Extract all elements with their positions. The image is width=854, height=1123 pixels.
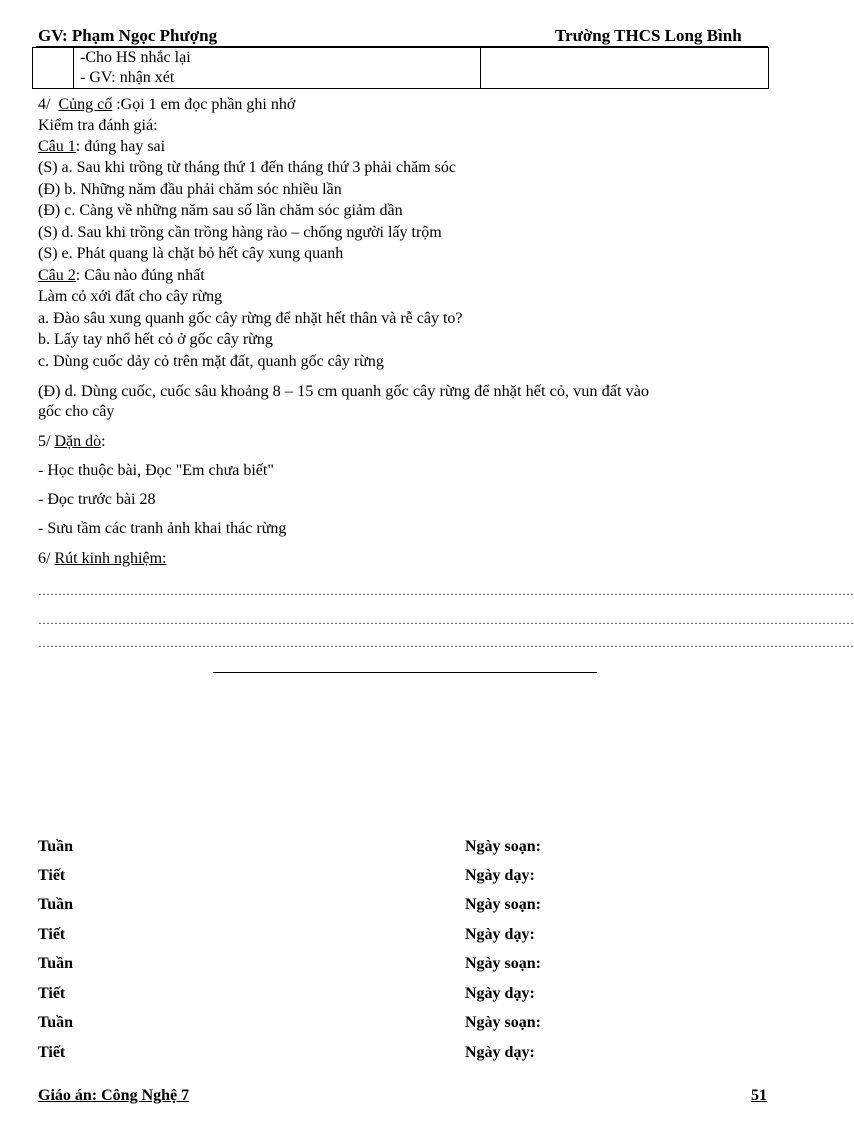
teach-date-label: Ngày dạy: xyxy=(465,1044,535,1061)
footer-title: Giáo án: Công Nghệ 7 xyxy=(38,1087,190,1104)
section-6 xyxy=(38,549,166,569)
table-text: -Cho HS nhắc lại xyxy=(80,49,191,66)
list-item: - Sưu tầm các tranh ảnh khai thác rừng xyxy=(38,520,287,537)
list-item: b. Lấy tay nhổ hết cỏ ở gốc cây rừng xyxy=(38,331,273,348)
list-item: c. Dùng cuốc dảy cỏ trên mặt đất, quanh gốc cây rừng xyxy=(38,353,384,370)
prep-date-label: Ngày soạn: xyxy=(465,1014,542,1031)
teach-date-label: Ngày dạy: xyxy=(465,926,535,943)
teach-date-label: Ngày dạy: xyxy=(465,867,535,884)
page-number: 51 xyxy=(751,1087,767,1104)
table-cell-empty xyxy=(481,48,769,89)
school-name: Trường THCS Long Bình xyxy=(555,26,742,45)
period-label: Tiết xyxy=(38,926,66,943)
table-cell xyxy=(74,68,481,89)
question-2 xyxy=(38,266,205,286)
section-number: 6/ xyxy=(38,550,55,567)
teacher-name: GV: Phạm Ngọc Phượng xyxy=(38,26,218,45)
prep-date-label: Ngày soạn: xyxy=(465,955,542,972)
list-item: - Học thuộc bài, Đọc "Em chưa biết" xyxy=(38,462,274,479)
period-label: Tiết xyxy=(38,1044,66,1061)
dotted-line: …………………………………………………………………………………………………………………………………………………………………………………… xyxy=(38,636,854,650)
section-heading: Rút kinh nghiệm: xyxy=(54,550,167,567)
section-5 xyxy=(38,432,106,452)
table-cell-empty xyxy=(33,48,74,89)
answer-line: (Đ) d. Dùng cuốc, cuốc sâu khoảng 8 – 15 cm quanh gốc cây rừng để nhặt hết cỏ, vun đất vào xyxy=(38,381,650,400)
week-label: Tuần xyxy=(38,896,73,913)
answer-line: gốc cho cây xyxy=(38,403,115,420)
question-1 xyxy=(38,137,165,157)
section-4 xyxy=(38,95,295,115)
list-item: a. Đào sâu xung quanh gốc cây rừng để nhặt hết thân và rễ cây to? xyxy=(38,310,463,327)
list-item: (Đ) c. Càng về những năm sau số lần chăm sóc giảm dần xyxy=(38,202,403,219)
table-cell xyxy=(74,48,481,69)
table-row xyxy=(33,48,769,69)
section-heading: Củng cố xyxy=(58,96,113,113)
week-label: Tuần xyxy=(38,1014,73,1031)
dotted-line: …………………………………………………………………………………………………………………………………………………………………………………… xyxy=(38,584,854,598)
prep-date-label: Ngày soạn: xyxy=(465,896,542,913)
question-label: Câu 2 xyxy=(38,267,76,284)
section-number: 4/ xyxy=(38,96,51,113)
teach-date-label: Ngày dạy: xyxy=(465,985,535,1002)
section-colon: : xyxy=(101,433,106,450)
week-label: Tuần xyxy=(38,838,73,855)
section-separator xyxy=(213,672,597,673)
question-stem: Làm cỏ xới đất cho cây rừng xyxy=(38,288,223,305)
dotted-line: …………………………………………………………………………………………………………………………………………………………………………………… xyxy=(38,613,854,627)
list-item: (S) d. Sau khi trồng cần trồng hàng rào – chống người lấy trộm xyxy=(38,224,442,241)
lesson-table xyxy=(32,47,769,89)
list-item: (S) e. Phát quang là chặt bỏ hết cây xung quanh xyxy=(38,245,344,262)
section-number: 5/ xyxy=(38,433,55,450)
question-prompt: : đúng hay sai xyxy=(75,138,166,155)
table-text: - GV: nhận xét xyxy=(80,69,175,86)
list-item: (Đ) b. Những năm đầu phải chăm sóc nhiều lần xyxy=(38,181,342,198)
evaluation-title: Kiểm tra đánh giá: xyxy=(38,117,158,134)
list-item: - Đọc trước bài 28 xyxy=(38,491,156,508)
period-label: Tiết xyxy=(38,985,66,1002)
prep-date-label: Ngày soạn: xyxy=(465,838,542,855)
week-label: Tuần xyxy=(38,955,73,972)
period-label: Tiết xyxy=(38,867,66,884)
section-text: :Gọi 1 em đọc phần ghi nhớ xyxy=(112,96,296,113)
list-item: (S) a. Sau khi trồng từ tháng thứ 1 đến tháng thứ 3 phải chăm sóc xyxy=(38,159,456,176)
section-heading: Dặn dò xyxy=(54,433,102,450)
question-prompt: : Câu nào đúng nhất xyxy=(75,267,205,284)
question-label: Câu 1 xyxy=(38,138,76,155)
